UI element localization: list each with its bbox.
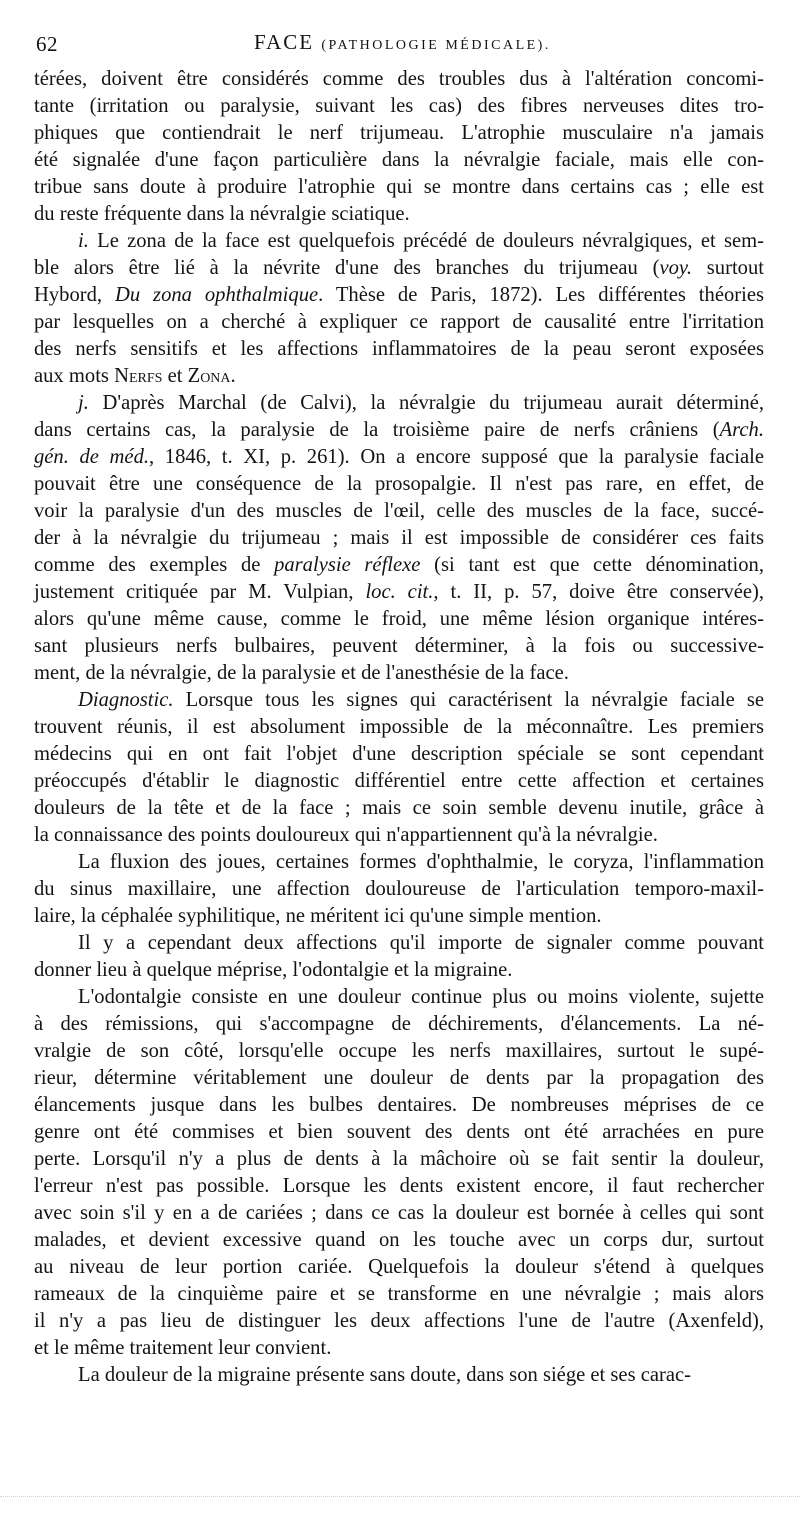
text-line (34, 525, 764, 552)
line-text: tribue sans doute à produire l'atrophie qui se montre dans certains cas ; elle est (34, 176, 764, 198)
line-text: la connaissance des points douloureux qui n'appartiennent qu'à la névralgie. (34, 824, 658, 846)
text-line (34, 471, 764, 498)
line-text: du sinus maxillaire, une affection douloureuse de l'articulation temporo-maxil- (34, 878, 764, 900)
line-text: préoccupés d'établir le diagnostic différentiel entre cette affection et certaines (34, 770, 764, 792)
text-line (34, 444, 764, 471)
text-line (34, 93, 764, 120)
text-line (34, 849, 764, 876)
line-text: sant plusieurs nerfs bulbaires, peuvent déterminer, à la fois ou successive- (34, 635, 764, 657)
line-text: donner lieu à quelque méprise, l'odontalgie et la migraine. (34, 959, 513, 981)
text-line (34, 1119, 764, 1146)
line-text: du reste fréquente dans la névralgie sciatique. (34, 203, 410, 225)
line-text: phiques que contiendrait le nerf trijumeau. L'atrophie musculaire n'a jamais (34, 122, 764, 144)
text-line (34, 1362, 764, 1389)
text-line (34, 957, 764, 984)
line-text: ble alors être lié à la névrite d'une des branches du trijumeau (voy. surtout (34, 257, 764, 279)
running-head-title: FACE (254, 30, 315, 54)
text-line (34, 795, 764, 822)
text-line (34, 1227, 764, 1254)
text-line (34, 147, 764, 174)
paragraph (34, 228, 764, 390)
line-text: perte. Lorsqu'il n'y a plus de dents à la mâchoire où se fait sentir la douleur, (34, 1148, 764, 1170)
text-line (34, 255, 764, 282)
text-line (34, 174, 764, 201)
line-text: Il y a cependant deux affections qu'il importe de signaler comme pouvant (78, 932, 764, 954)
line-text: pouvait être une conséquence de la prosopalgie. Il n'est pas rare, en effet, de (34, 473, 764, 495)
line-text: trouvent réunis, il est absolument impossible de la méconnaître. Les premiers (34, 716, 764, 738)
line-text: des nerfs sensitifs et les affections inflammatoires de la peau seront exposées (34, 338, 764, 360)
text-line (34, 633, 764, 660)
line-text: à des rémissions, qui s'accompagne de déchirements, d'élancements. La né- (34, 1013, 764, 1035)
line-text: alors qu'une même cause, comme le froid, une même lésion organique intéres- (34, 608, 764, 630)
line-text: térées, doivent être considérés comme des troubles dus à l'altération concomi- (34, 68, 764, 90)
text-line (34, 66, 764, 93)
line-text: L'odontalgie consiste en une douleur continue plus ou moins violente, sujette (78, 986, 764, 1008)
text-line (34, 768, 764, 795)
text-line (34, 714, 764, 741)
line-text: voir la paralysie d'un des muscles de l'œil, celle des muscles de la face, succé- (34, 500, 764, 522)
text-line (34, 1254, 764, 1281)
text-line (34, 1335, 764, 1362)
line-text: il n'y a pas lieu de distinguer les deux affections l'une de l'autre (Axenfeld), (34, 1310, 764, 1332)
text-line (34, 660, 764, 687)
page-header (36, 28, 760, 62)
text-line (34, 363, 764, 390)
text-line (34, 687, 764, 714)
line-text: médecins qui en ont fait l'objet d'une description spéciale se sont cependant (34, 743, 764, 765)
text-line (34, 417, 764, 444)
line-text: Le zona de la face est quelquefois précédé de douleurs névralgiques, et sem- (97, 230, 764, 252)
page-number: 62 (36, 32, 58, 56)
line-text: été signalée d'une façon particulière dans la névralgie faciale, mais elle con- (34, 149, 764, 171)
page-body (34, 66, 764, 1389)
page-edge-specks (0, 1496, 800, 1501)
line-text: vralgie de son côté, lorsqu'elle occupe les nerfs maxillaires, surtout le supé- (34, 1040, 764, 1062)
paragraph (34, 687, 764, 849)
paragraph (34, 1362, 764, 1389)
text-line (34, 309, 764, 336)
line-text: dans certains cas, la paralysie de la troisième paire de nerfs crâniens (Arch. (34, 419, 764, 441)
line-text: et le même traitement leur convient. (34, 1337, 332, 1359)
text-line (34, 1281, 764, 1308)
paragraph (34, 849, 764, 930)
text-line (34, 120, 764, 147)
line-text: avec soin s'il y en a de cariées ; dans ce cas la douleur est bornée à celles qui sont (34, 1202, 764, 1224)
line-text: l'erreur n'est pas possible. Lorsque les dents existent encore, il faut rechercher (34, 1175, 764, 1197)
line-text: tante (irritation ou paralysie, suivant les cas) des fibres nerveuses dites tro- (34, 95, 764, 117)
paragraph-label: j. (78, 392, 89, 414)
text-line (34, 876, 764, 903)
line-text: douleurs de la tête et de la face ; mais ce soin semble devenu inutile, grâce à (34, 797, 764, 819)
text-line (34, 228, 764, 255)
text-line (34, 552, 764, 579)
line-text: par lesquelles on a cherché à expliquer ce rapport de causalité entre l'irritation (34, 311, 764, 333)
line-text: aux mots Nerfs et Zona. (34, 365, 236, 387)
running-head (254, 30, 551, 55)
text-line (34, 930, 764, 957)
line-text: malades, et devient excessive quand on les touche avec un corps dur, surtout (34, 1229, 764, 1251)
line-text: genre ont été commises et bien souvent des dents ont été arrachées en pure (34, 1121, 764, 1143)
line-text: Lorsque tous les signes qui caractérisent la névralgie faciale se (185, 689, 764, 711)
line-text: ment, de la névralgie, de la paralysie et de l'anesthésie de la face. (34, 662, 569, 684)
text-line (34, 1038, 764, 1065)
text-line (34, 984, 764, 1011)
line-text: au niveau de leur portion cariée. Quelquefois la douleur s'étend à quelques (34, 1256, 764, 1278)
text-line (34, 903, 764, 930)
text-line (34, 606, 764, 633)
paragraph-label: Diagnostic. (78, 689, 174, 711)
line-text: La douleur de la migraine présente sans doute, dans son siége et ses carac- (78, 1364, 692, 1386)
paragraph (34, 930, 764, 984)
line-text: justement critiquée par M. Vulpian, loc. cit., t. II, p. 57, doive être conservée), (34, 581, 764, 603)
line-text: laire, la céphalée syphilitique, ne méritent ici qu'une simple mention. (34, 905, 602, 927)
text-line (34, 336, 764, 363)
line-text: élancements jusque dans les bulbes dentaires. De nombreuses méprises de ce (34, 1094, 764, 1116)
line-text: gén. de méd., 1846, t. XI, p. 261). On a encore supposé que la paralysie faciale (34, 446, 764, 468)
line-text: Hybord, Du zona ophthalmique. Thèse de Paris, 1872). Les différentes théories (34, 284, 764, 306)
text-line (34, 201, 764, 228)
line-text: D'après Marchal (de Calvi), la névralgie du trijumeau aurait déterminé, (102, 392, 764, 414)
running-head-subtitle: (PATHOLOGIE MÉDICALE). (321, 38, 551, 53)
line-text: rameaux de la cinquième paire et se transforme en une névralgie ; mais alors (34, 1283, 764, 1305)
text-line (34, 1011, 764, 1038)
line-text: comme des exemples de paralysie réflexe (si tant est que cette dénomination, (34, 554, 765, 576)
paragraph-label: i. (78, 230, 89, 252)
text-line (34, 282, 764, 309)
text-line (34, 822, 764, 849)
text-line (34, 1308, 764, 1335)
text-line (34, 1146, 764, 1173)
text-line (34, 498, 764, 525)
paragraph (34, 984, 764, 1362)
line-text: rieur, détermine véritablement une douleur de dents par la propagation des (34, 1067, 764, 1089)
text-line (34, 1200, 764, 1227)
paragraph (34, 390, 764, 687)
text-line (34, 390, 764, 417)
text-line (34, 741, 764, 768)
line-text: der à la névralgie du trijumeau ; mais il est impossible de considérer ces faits (34, 527, 764, 549)
text-line (34, 579, 764, 606)
text-line (34, 1065, 764, 1092)
line-text: La fluxion des joues, certaines formes d'ophthalmie, le coryza, l'inflammation (78, 851, 764, 873)
text-line (34, 1092, 764, 1119)
text-line (34, 1173, 764, 1200)
paragraph (34, 66, 764, 228)
